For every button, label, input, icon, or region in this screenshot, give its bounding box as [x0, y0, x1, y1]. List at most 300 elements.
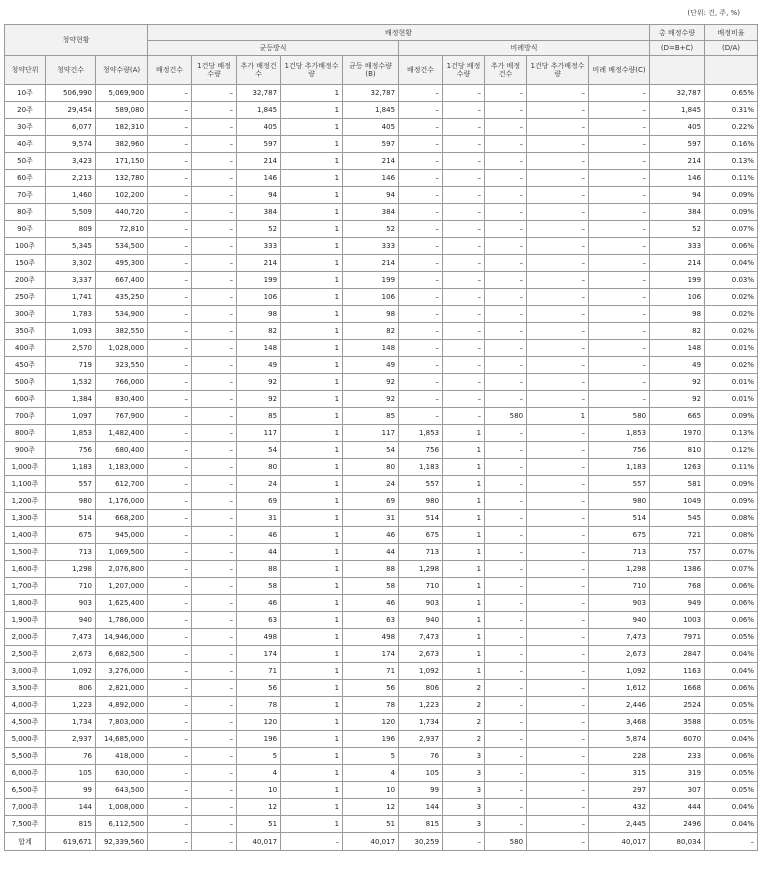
- table-row: [5, 187, 758, 204]
- table-cell: 0.02%: [705, 306, 758, 323]
- table-cell: 0.09%: [705, 408, 758, 425]
- table-cell: 0.05%: [705, 782, 758, 799]
- table-cell: 78: [237, 697, 281, 714]
- table-cell: 31: [343, 510, 399, 527]
- table-cell: 2496: [650, 816, 705, 833]
- table-cell: –: [148, 714, 192, 731]
- table-cell: –: [485, 204, 527, 221]
- table-cell: 199: [343, 272, 399, 289]
- table-row: [5, 663, 758, 680]
- table-cell: 1: [281, 714, 343, 731]
- table-cell: 1: [281, 119, 343, 136]
- table-cell: 0.03%: [705, 272, 758, 289]
- table-row: [5, 323, 758, 340]
- table-row: [5, 119, 758, 136]
- table-cell: –: [527, 544, 589, 561]
- table-cell: –: [485, 544, 527, 561]
- table-cell: –: [589, 391, 650, 408]
- table-row: [5, 765, 758, 782]
- table-cell: 4,892,000: [96, 697, 148, 714]
- table-cell: 0.04%: [705, 255, 758, 272]
- table-cell: 1: [281, 289, 343, 306]
- table-cell: 1,200주: [5, 493, 46, 510]
- table-cell: –: [485, 731, 527, 748]
- table-cell: 2,673: [399, 646, 443, 663]
- table-cell: –: [399, 408, 443, 425]
- table-cell: 1,600주: [5, 561, 46, 578]
- table-cell: –: [443, 323, 485, 340]
- table-row: [5, 595, 758, 612]
- table-cell: 0.07%: [705, 561, 758, 578]
- table-cell: 350주: [5, 323, 46, 340]
- table-cell: –: [527, 697, 589, 714]
- header-subscription: 청약현황: [5, 25, 148, 56]
- table-cell: 92: [343, 374, 399, 391]
- table-cell: 589,080: [96, 102, 148, 119]
- table-cell: –: [485, 289, 527, 306]
- table-cell: –: [527, 391, 589, 408]
- table-cell: 0.22%: [705, 119, 758, 136]
- table-cell: 1,069,500: [96, 544, 148, 561]
- table-cell: –: [485, 663, 527, 680]
- table-cell: 1: [443, 595, 485, 612]
- table-cell: 405: [343, 119, 399, 136]
- table-cell: 534,500: [96, 238, 148, 255]
- table-cell: –: [399, 340, 443, 357]
- table-cell: 297: [589, 782, 650, 799]
- table-cell: –: [148, 731, 192, 748]
- table-cell: 1: [281, 493, 343, 510]
- table-cell: 809: [46, 221, 96, 238]
- table-cell: 196: [237, 731, 281, 748]
- table-cell: 1,853: [46, 425, 96, 442]
- total-row: [5, 833, 758, 851]
- table-cell: 1,298: [46, 561, 96, 578]
- table-cell: 71: [343, 663, 399, 680]
- table-cell: –: [192, 102, 237, 119]
- table-cell: 214: [650, 153, 705, 170]
- table-cell: –: [485, 816, 527, 833]
- table-cell: 2: [443, 697, 485, 714]
- table-cell: 3: [443, 816, 485, 833]
- table-cell: –: [589, 170, 650, 187]
- table-cell: 3,276,000: [96, 663, 148, 680]
- table-cell: –: [192, 561, 237, 578]
- table-row: [5, 238, 758, 255]
- table-cell: 2,673: [46, 646, 96, 663]
- table-cell: 1: [443, 442, 485, 459]
- table-cell: 1,176,000: [96, 493, 148, 510]
- table-row: [5, 476, 758, 493]
- table-cell: 2,500주: [5, 646, 46, 663]
- table-cell: 0.01%: [705, 391, 758, 408]
- table-cell: –: [527, 323, 589, 340]
- table-cell: –: [527, 799, 589, 816]
- table-row: [5, 748, 758, 765]
- table-cell: 766,000: [96, 374, 148, 391]
- table-row: [5, 391, 758, 408]
- column-header-empty: [705, 56, 758, 85]
- table-cell: 713: [399, 544, 443, 561]
- table-cell: 1386: [650, 561, 705, 578]
- table-cell: –: [485, 799, 527, 816]
- table-row: [5, 374, 758, 391]
- table-cell: 710: [589, 578, 650, 595]
- table-cell: 382,960: [96, 136, 148, 153]
- table-cell: 174: [237, 646, 281, 663]
- table-cell: 24: [237, 476, 281, 493]
- table-cell: 1,845: [650, 102, 705, 119]
- table-cell: 3,302: [46, 255, 96, 272]
- table-cell: 1,783: [46, 306, 96, 323]
- table-cell: 94: [650, 187, 705, 204]
- table-cell: –: [192, 221, 237, 238]
- table-cell: –: [443, 272, 485, 289]
- column-header: 1건당 추가배정수량: [281, 56, 343, 85]
- table-cell: –: [192, 119, 237, 136]
- table-cell: 49: [237, 357, 281, 374]
- table-row: [5, 799, 758, 816]
- table-cell: 1,700주: [5, 578, 46, 595]
- table-cell: 63: [343, 612, 399, 629]
- table-cell: 85: [237, 408, 281, 425]
- header-formula-total: (D=B+C): [650, 41, 705, 56]
- table-cell: 214: [343, 153, 399, 170]
- table-cell: –: [192, 153, 237, 170]
- table-cell: –: [485, 595, 527, 612]
- table-cell: 199: [650, 272, 705, 289]
- table-cell: –: [527, 187, 589, 204]
- table-cell: 92: [237, 391, 281, 408]
- table-cell: 171,150: [96, 153, 148, 170]
- table-cell: –: [443, 833, 485, 851]
- table-cell: 903: [46, 595, 96, 612]
- table-row: [5, 646, 758, 663]
- table-cell: 1: [443, 476, 485, 493]
- table-cell: 92: [650, 391, 705, 408]
- table-cell: 99: [399, 782, 443, 799]
- table-cell: 903: [589, 595, 650, 612]
- table-cell: 5,069,900: [96, 85, 148, 102]
- table-cell: –: [148, 391, 192, 408]
- table-cell: 1,223: [46, 697, 96, 714]
- table-cell: –: [443, 374, 485, 391]
- table-cell: –: [148, 578, 192, 595]
- table-cell: 600주: [5, 391, 46, 408]
- table-cell: –: [399, 119, 443, 136]
- table-cell: –: [589, 289, 650, 306]
- table-cell: 2,937: [399, 731, 443, 748]
- table-cell: –: [589, 255, 650, 272]
- table-cell: 680,400: [96, 442, 148, 459]
- unit-note: (단위: 건, 주, %): [687, 9, 740, 17]
- table-cell: 0.05%: [705, 697, 758, 714]
- table-cell: 903: [399, 595, 443, 612]
- table-cell: 4: [343, 765, 399, 782]
- table-row: [5, 289, 758, 306]
- table-cell: 980: [46, 493, 96, 510]
- table-cell: –: [527, 170, 589, 187]
- table-cell: 1,183,000: [96, 459, 148, 476]
- table-cell: 1: [281, 612, 343, 629]
- table-cell: 102,200: [96, 187, 148, 204]
- table-cell: –: [148, 459, 192, 476]
- table-cell: –: [485, 442, 527, 459]
- table-cell: 440,720: [96, 204, 148, 221]
- table-cell: 418,000: [96, 748, 148, 765]
- table-cell: 92: [650, 374, 705, 391]
- table-cell: 3: [443, 799, 485, 816]
- table-cell: –: [527, 578, 589, 595]
- table-cell: 1,000주: [5, 459, 46, 476]
- table-cell: –: [192, 748, 237, 765]
- table-cell: –: [443, 255, 485, 272]
- table-cell: –: [192, 255, 237, 272]
- table-cell: –: [399, 102, 443, 119]
- table-cell: –: [192, 510, 237, 527]
- table-cell: 78: [343, 697, 399, 714]
- table-cell: –: [148, 782, 192, 799]
- table-cell: –: [527, 595, 589, 612]
- table-cell: 51: [343, 816, 399, 833]
- table-cell: 94: [343, 187, 399, 204]
- table-cell: 1: [443, 425, 485, 442]
- table-cell: –: [485, 136, 527, 153]
- table-cell: –: [148, 561, 192, 578]
- table-cell: 1,100주: [5, 476, 46, 493]
- table-cell: –: [399, 272, 443, 289]
- table-cell: –: [192, 357, 237, 374]
- table-cell: –: [485, 391, 527, 408]
- table-cell: 144: [399, 799, 443, 816]
- column-header: 추가 배정건수: [237, 56, 281, 85]
- table-cell: 14,685,000: [96, 731, 148, 748]
- table-cell: 54: [343, 442, 399, 459]
- table-cell: –: [527, 425, 589, 442]
- header-ratio: 배정비율: [705, 25, 758, 41]
- table-cell: 1,183: [399, 459, 443, 476]
- table-cell: –: [527, 714, 589, 731]
- table-cell: 0.13%: [705, 153, 758, 170]
- table-row: [5, 408, 758, 425]
- table-cell: 1: [443, 561, 485, 578]
- header-proportional-method: 비례방식: [399, 41, 650, 56]
- table-cell: –: [485, 476, 527, 493]
- table-cell: 0.11%: [705, 459, 758, 476]
- table-cell: 643,500: [96, 782, 148, 799]
- table-cell: 665: [650, 408, 705, 425]
- table-cell: 30주: [5, 119, 46, 136]
- table-cell: –: [192, 136, 237, 153]
- table-cell: –: [443, 357, 485, 374]
- table-cell: 7,000주: [5, 799, 46, 816]
- table-cell: 40주: [5, 136, 46, 153]
- table-cell: 0.09%: [705, 204, 758, 221]
- table-cell: 88: [343, 561, 399, 578]
- table-cell: 80,034: [650, 833, 705, 851]
- table-cell: 5,500주: [5, 748, 46, 765]
- table-cell: –: [148, 697, 192, 714]
- table-cell: –: [148, 816, 192, 833]
- table-cell: 1,845: [343, 102, 399, 119]
- table-cell: 1: [443, 493, 485, 510]
- table-cell: 2: [443, 714, 485, 731]
- table-cell: 94: [237, 187, 281, 204]
- table-cell: 612,700: [96, 476, 148, 493]
- table-cell: –: [192, 391, 237, 408]
- table-cell: 557: [589, 476, 650, 493]
- table-cell: –: [399, 255, 443, 272]
- table-cell: 1: [281, 697, 343, 714]
- table-cell: –: [527, 476, 589, 493]
- table-cell: 120: [237, 714, 281, 731]
- table-row: [5, 561, 758, 578]
- table-cell: –: [148, 289, 192, 306]
- table-row: [5, 782, 758, 799]
- table-cell: 3,423: [46, 153, 96, 170]
- table-cell: 1: [527, 408, 589, 425]
- table-cell: 719: [46, 357, 96, 374]
- table-cell: 1,460: [46, 187, 96, 204]
- table-cell: 444: [650, 799, 705, 816]
- table-cell: –: [399, 238, 443, 255]
- table-cell: 174: [343, 646, 399, 663]
- table-cell: –: [485, 187, 527, 204]
- column-header: 청약수량(A): [96, 56, 148, 85]
- table-cell: 2,445: [589, 816, 650, 833]
- table-cell: 1,093: [46, 323, 96, 340]
- table-cell: 1163: [650, 663, 705, 680]
- table-cell: 5: [343, 748, 399, 765]
- table-cell: –: [485, 714, 527, 731]
- table-cell: –: [443, 187, 485, 204]
- column-header: 균등 배정수량(B): [343, 56, 399, 85]
- table-cell: 1,183: [589, 459, 650, 476]
- table-cell: –: [485, 357, 527, 374]
- table-cell: –: [527, 204, 589, 221]
- table-cell: 333: [343, 238, 399, 255]
- table-row: [5, 272, 758, 289]
- table-cell: 1: [443, 510, 485, 527]
- table-cell: 60주: [5, 170, 46, 187]
- table-row: [5, 578, 758, 595]
- table-cell: 92: [343, 391, 399, 408]
- table-cell: –: [527, 612, 589, 629]
- table-cell: 4,500주: [5, 714, 46, 731]
- table-cell: –: [589, 187, 650, 204]
- table-cell: 0.04%: [705, 799, 758, 816]
- table-cell: –: [192, 374, 237, 391]
- table-cell: –: [485, 527, 527, 544]
- table-cell: 1: [281, 102, 343, 119]
- table-cell: 46: [237, 595, 281, 612]
- table-cell: –: [148, 544, 192, 561]
- table-cell: 1,786,000: [96, 612, 148, 629]
- table-cell: –: [485, 561, 527, 578]
- table-cell: –: [527, 748, 589, 765]
- table-cell: 82: [343, 323, 399, 340]
- table-row: [5, 306, 758, 323]
- table-cell: –: [148, 272, 192, 289]
- table-cell: –: [148, 85, 192, 102]
- table-cell: –: [443, 306, 485, 323]
- table-cell: –: [192, 595, 237, 612]
- table-cell: –: [589, 306, 650, 323]
- table-cell: –: [192, 782, 237, 799]
- table-cell: –: [399, 153, 443, 170]
- table-cell: 1,183: [46, 459, 96, 476]
- table-cell: 1,097: [46, 408, 96, 425]
- table-cell: 557: [399, 476, 443, 493]
- table-cell: 2,000주: [5, 629, 46, 646]
- table-cell: –: [485, 765, 527, 782]
- table-cell: 7,473: [399, 629, 443, 646]
- table-cell: 52: [343, 221, 399, 238]
- table-cell: 0.01%: [705, 340, 758, 357]
- table-cell: 6,000주: [5, 765, 46, 782]
- table-cell: 700주: [5, 408, 46, 425]
- table-cell: –: [399, 221, 443, 238]
- table-cell: 46: [343, 595, 399, 612]
- table-cell: –: [527, 238, 589, 255]
- table-cell: –: [192, 714, 237, 731]
- table-cell: –: [192, 799, 237, 816]
- table-cell: 3,000주: [5, 663, 46, 680]
- table-cell: 7,500주: [5, 816, 46, 833]
- table-cell: 1: [281, 816, 343, 833]
- table-cell: 756: [46, 442, 96, 459]
- table-cell: 1,223: [399, 697, 443, 714]
- table-cell: –: [443, 85, 485, 102]
- table-cell: –: [148, 340, 192, 357]
- table-cell: 1,845: [237, 102, 281, 119]
- table-row: [5, 544, 758, 561]
- table-cell: 384: [237, 204, 281, 221]
- allocation-table: [4, 24, 758, 851]
- table-cell: 90주: [5, 221, 46, 238]
- table-cell: –: [443, 153, 485, 170]
- table-cell: 3,500주: [5, 680, 46, 697]
- table-cell: –: [527, 289, 589, 306]
- table-cell: –: [527, 442, 589, 459]
- table-cell: –: [443, 204, 485, 221]
- table-cell: 630,000: [96, 765, 148, 782]
- table-cell: –: [527, 493, 589, 510]
- table-cell: 7,473: [46, 629, 96, 646]
- table-cell: 800주: [5, 425, 46, 442]
- table-cell: –: [589, 102, 650, 119]
- table-cell: 0.02%: [705, 289, 758, 306]
- table-cell: –: [485, 170, 527, 187]
- table-cell: 12: [343, 799, 399, 816]
- table-row: [5, 493, 758, 510]
- table-cell: –: [148, 629, 192, 646]
- table-cell: –: [399, 323, 443, 340]
- table-cell: –: [485, 629, 527, 646]
- table-cell: –: [148, 476, 192, 493]
- table-cell: 0.16%: [705, 136, 758, 153]
- table-cell: 1: [281, 629, 343, 646]
- table-cell: 580: [485, 833, 527, 851]
- table-cell: 0.07%: [705, 544, 758, 561]
- table-cell: 580: [485, 408, 527, 425]
- table-cell: 0.12%: [705, 442, 758, 459]
- table-row: [5, 425, 758, 442]
- table-cell: –: [148, 527, 192, 544]
- table-cell: 44: [343, 544, 399, 561]
- table-cell: –: [148, 612, 192, 629]
- table-cell: –: [527, 459, 589, 476]
